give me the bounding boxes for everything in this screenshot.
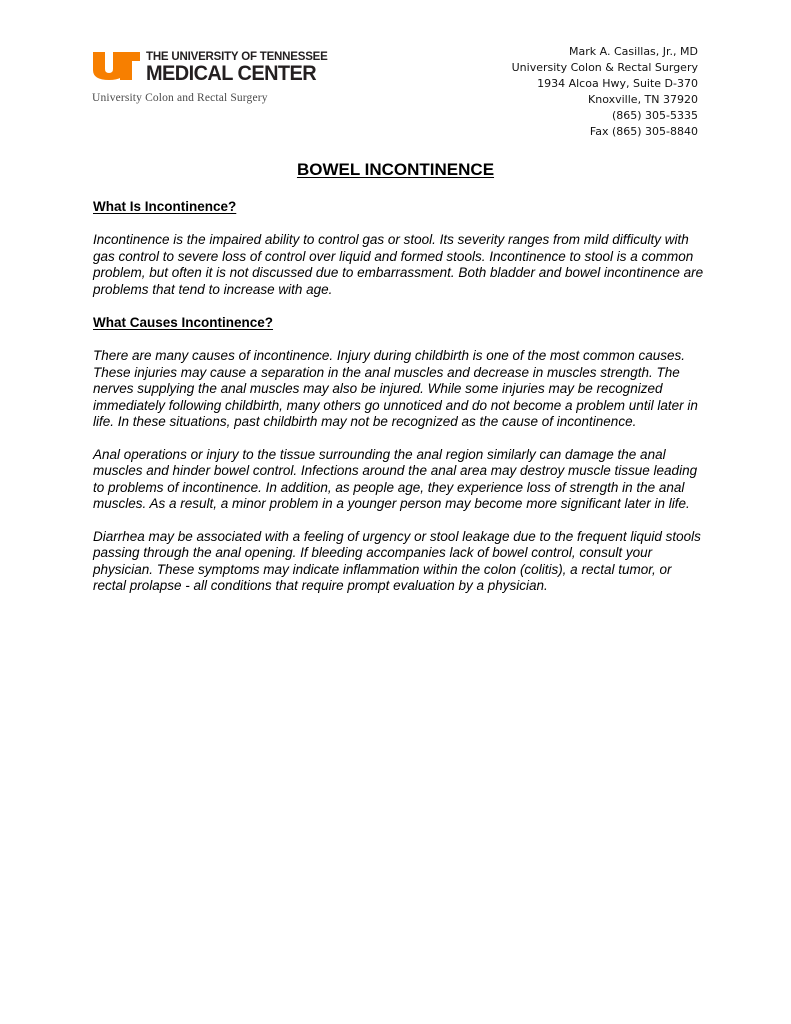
logo-department: University Colon and Rectal Surgery: [92, 92, 268, 104]
ut-medical-center-logo: [92, 48, 328, 108]
contact-physician: Mark A. Casillas, Jr., MD: [569, 45, 698, 58]
contact-city: Knoxville, TN 37920: [588, 93, 698, 106]
document-title: BOWEL INCONTINENCE: [296, 160, 495, 179]
logo-medical-center: MEDICAL CENTER: [146, 62, 317, 85]
paragraph-operations: Anal operations or injury to the tissue surrounding the anal region similarly can damage the anal muscles and hinder bowel control. Infections around the anal area may destroy muscle tissue leading to problems of incontinence. In addition, as people age, they experience loss of strength in the anal muscles. As a result, a minor problem in a younger person may become more significant later in life.: [93, 446, 698, 511]
contact-fax: Fax (865) 305-8840: [589, 125, 698, 138]
section-heading-what-is: What Is Incontinence?: [93, 199, 237, 214]
paragraph-childbirth: There are many causes of incontinence. Injury during childbirth is one of the most common causes. These injuries may cause a separation in the anal muscles and decrease in muscles strength. The nerves supplying the anal muscles may also be injured. While some injuries may be recognized immediately following childbirth, many others go unnoticed and do not become a problem until later in life. In these situations, past childbirth may not be recognized as the cause of incontinence.: [93, 348, 698, 429]
contact-department: University Colon & Rectal Surgery: [511, 61, 698, 74]
contact-block: [512, 44, 698, 140]
contact-phone: (865) 305-5335: [611, 109, 698, 122]
contact-street: 1934 Alcoa Hwy, Suite D-370: [537, 77, 698, 90]
paragraph-diarrhea: Diarrhea may be associated with a feeling of urgency or stool leakage due to the frequent liquid stools passing through the anal opening. If bleeding accompanies lack of bowel control, consult your physician. These symptoms may indicate inflammation within the colon (colitis), a rectal tumor, or rectal prolapse - all conditions that require prompt evaluation by a physician.: [93, 528, 701, 593]
paragraph-definition: Incontinence is the impaired ability to control gas or stool. Its severity ranges from mild difficulty with gas control to severe loss of control over liquid and formed stools. Incontinence to stool is a common problem, but often it is not discussed due to embarrassment. Both bladder and bowel incontinence are problems that tend to increase with age.: [93, 232, 704, 297]
logo-university-name: THE UNIVERSITY OF TENNESSEE: [146, 51, 328, 63]
document-body: [93, 198, 705, 595]
section-heading-causes: What Causes Incontinence?: [93, 315, 274, 330]
ut-logo-icon: [92, 52, 140, 80]
